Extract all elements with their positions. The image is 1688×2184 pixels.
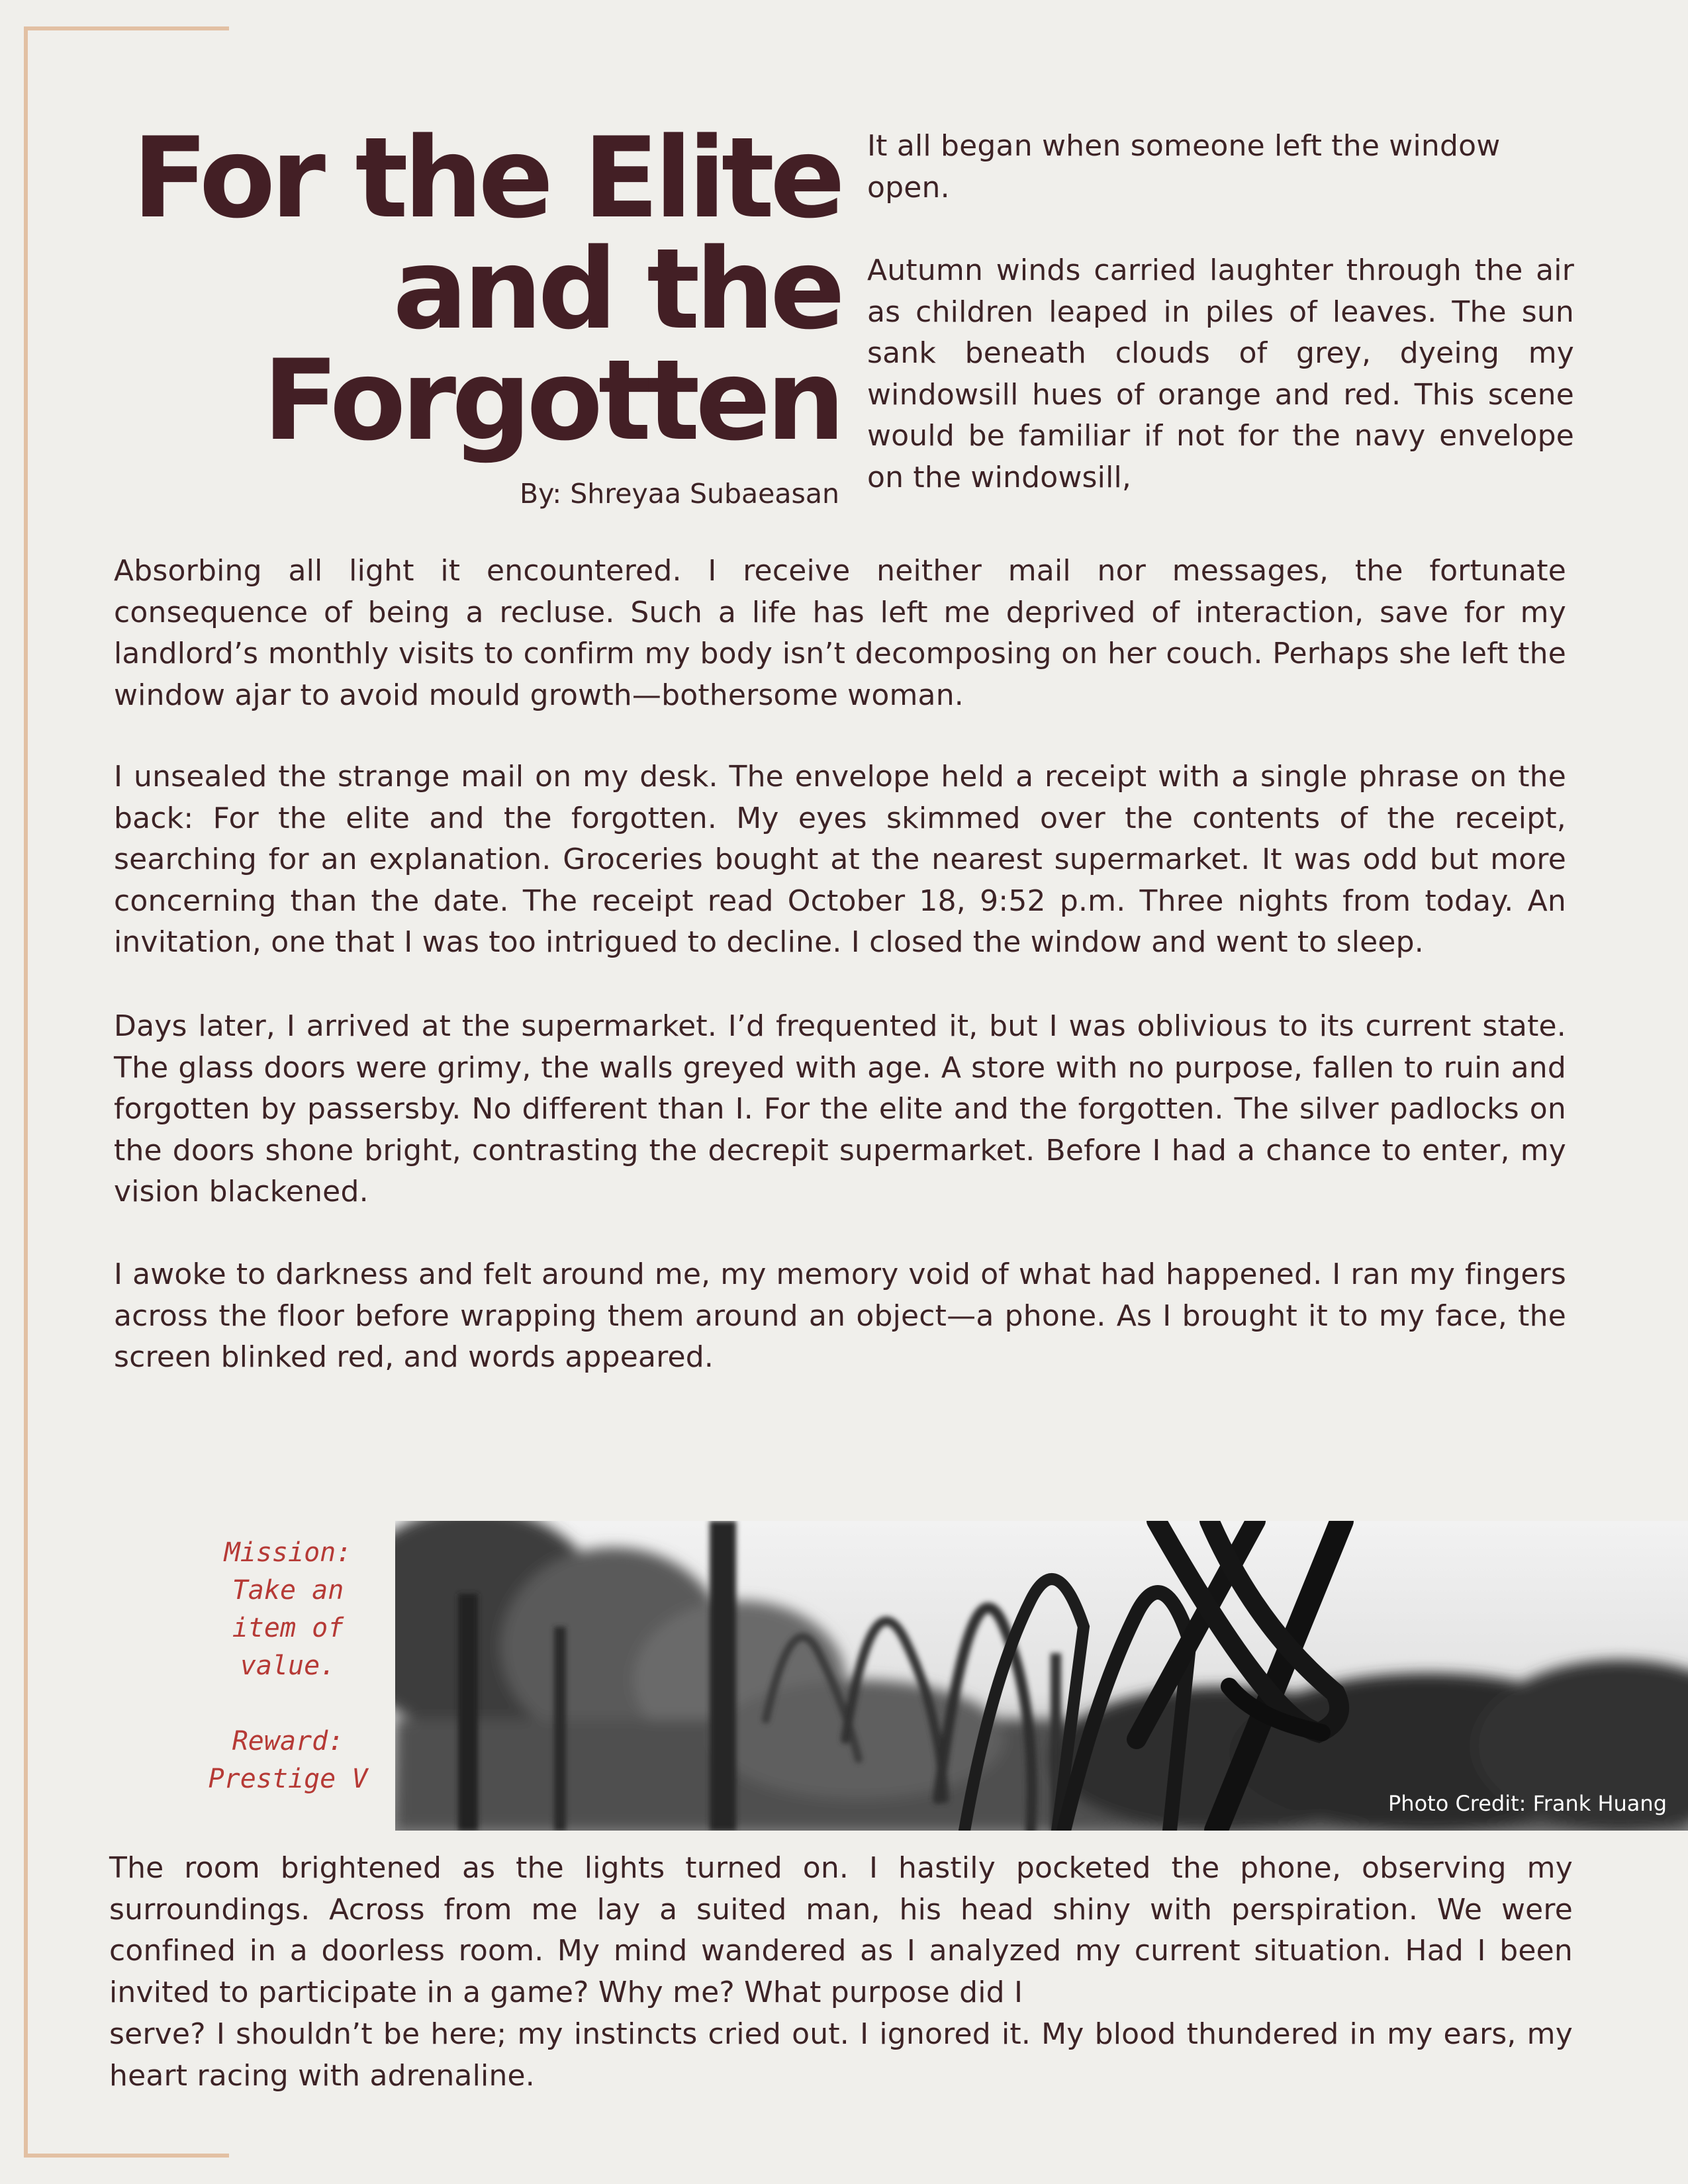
intro-paragraph-2: Autumn winds carried laughter through the air as children leaped in piles of leaves. The sun sank beneath clouds of grey, dyeing my windowsill hues of orange and red. This scene would be familiar if not for the navy envelope on the windowsill, [867, 253, 1574, 494]
title-line-3: Forgotten [262, 336, 841, 465]
chain-link-fence-photo [395, 1521, 1688, 1831]
decorative-bracket-line [24, 26, 28, 2158]
intro-paragraph-1: It all began when someone left the window open. [867, 129, 1501, 205]
reward-text: Prestige V [208, 1764, 368, 1794]
body-paragraph-1: Absorbing all light it encountered. I receive neither mail nor messages, the fortunate consequence of being a recluse. Such a life has left me deprived of interaction, save for my landlord’s monthly visits to confirm my body isn’t decomposing on her couch. Perhaps she left the window ajar to avoid mould growth—bothersome woman. [114, 554, 1566, 712]
mission-text-3: value. [240, 1651, 336, 1681]
body-paragraph-3: Days later, I arrived at the supermarket. I’d frequented it, but I was oblivious to its current state. The glass doors were grimy, the walls greyed with age. A store with no purpose, fallen to ruin and forgotten by passersby. No different than I. For the elite and the forgotten. The silver padlocks on the doors shone bright, contrasting the decrepit supermarket. Before I had a chance to enter, my vision blackened. [114, 1009, 1566, 1208]
body-paragraph-2: I unsealed the strange mail on my desk. The envelope held a receipt with a single phrase on the back: For the elite and the forgotten. My eyes skimmed over the contents of the receipt, searching for an explanation. Groceries bought at the nearest supermarket. It was odd but more concerning than the date. The receipt read October 18, 9:52 p.m. Three nights from today. An invitation, one that I was too intrigued to decline. I closed the window and went to sleep. [114, 760, 1566, 959]
mission-label: Mission: [224, 1537, 352, 1568]
photo-illustration [395, 1521, 1688, 1831]
title-line-1: For the Elite [132, 113, 841, 243]
author-byline: By: Shreyaa Subaeasan [520, 478, 839, 510]
mission-sidebar [179, 1534, 397, 1798]
mission-text-1: Take an [232, 1575, 344, 1606]
article-title [79, 113, 841, 465]
body-paragraph-4: I awoke to darkness and felt around me, my memory void of what had happened. I ran my fingers across the floor before wrapping them around an object—a phone. As I brought it to my face, the screen blinked red, and words appeared. [114, 1257, 1566, 1374]
body-paragraph-6: serve? I shouldn’t be here; my instincts cried out. I ignored it. My blood thundered in my ears, my heart racing with adrenaline. [109, 2017, 1573, 2093]
reward-label: Reward: [232, 1726, 344, 1756]
mission-text-2: item of [232, 1613, 344, 1643]
decorative-bracket-top [24, 26, 229, 30]
photo-credit: Photo Credit: Frank Huang [1387, 1791, 1667, 1816]
title-line-2: and the [393, 224, 841, 354]
body-paragraph-5: The room brightened as the lights turned on. I hastily pocketed the phone, observing my surroundings. Across from me lay a suited man, his head shiny with perspiration. We were confined in a doorless room. My mind wandered as I analyzed my current situation. Had I been invited to participate in a game? Why me? What purpose did I [109, 1851, 1573, 2009]
decorative-bracket-bottom [24, 2154, 229, 2158]
